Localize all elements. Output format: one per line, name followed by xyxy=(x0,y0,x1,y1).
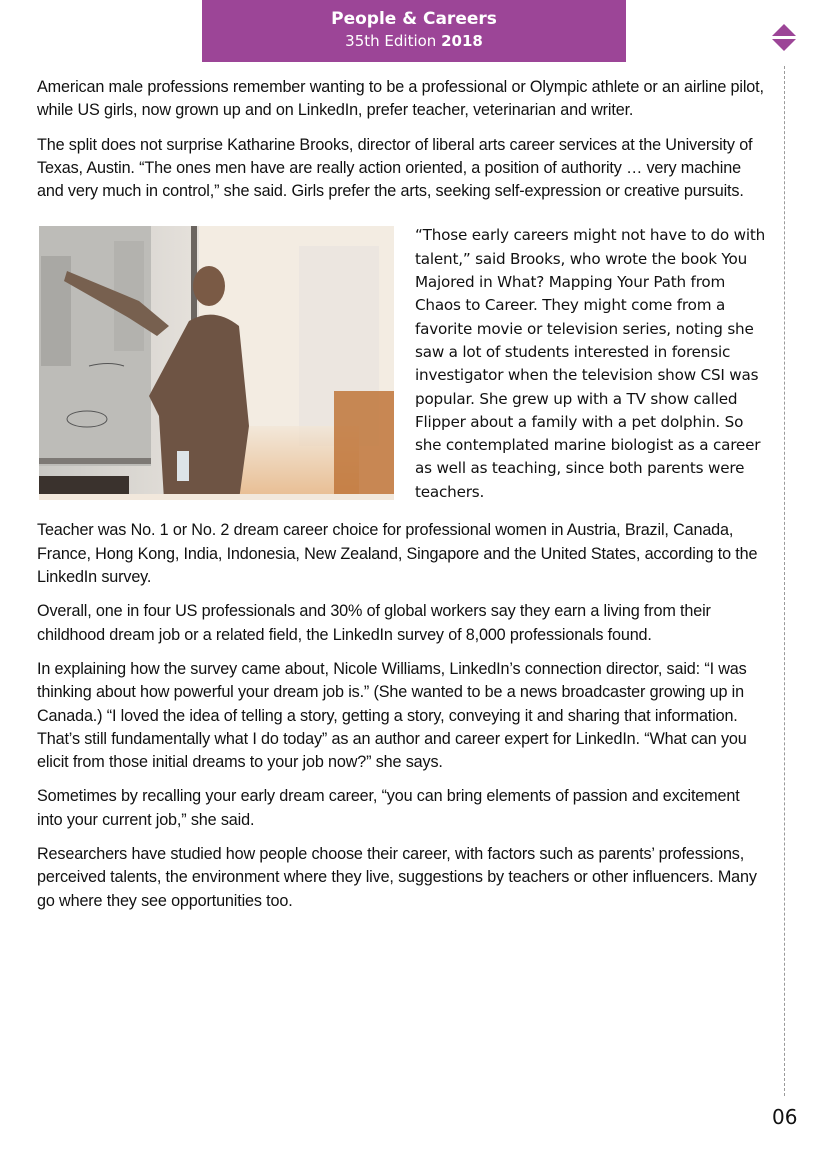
figure-block xyxy=(37,220,769,507)
paragraph: American male professions remember wanting to be a professional or Olympic athlete or an airline pilot, while US girls, now grown up and on LinkedIn, prefer teacher, veterinarian and writer. xyxy=(37,78,764,120)
down-arrow-icon[interactable] xyxy=(772,39,796,51)
paragraph: Overall, one in four US professionals and 30% of global workers say they earn a living from their childhood dream job or a related field, the LinkedIn survey of 8,000 professionals found. xyxy=(37,602,711,644)
photo-illustration xyxy=(39,226,394,500)
up-down-arrow-icon[interactable] xyxy=(771,23,797,53)
side-divider xyxy=(784,66,785,1096)
paragraph: Researchers have studied how people choose their career, with factors such as parents’ professions, perceived talents, the environment where they live, suggestions by teachers or other influencers. Many go where they see opportunities too. xyxy=(37,845,757,910)
paragraph: Teacher was No. 1 or No. 2 dream career choice for professional women in Austria, Brazil, Canada, France, Hong Kong, India, Indonesia, New Zealand, Singapore and the United States, according to the LinkedIn survey. xyxy=(37,521,758,587)
woman-presenting-at-whiteboard-photo xyxy=(39,226,394,500)
header-title: People & Careers xyxy=(331,9,497,29)
edition-label: 35th Edition xyxy=(345,32,437,50)
article-body xyxy=(37,76,769,924)
page-number: 06 xyxy=(772,1105,798,1129)
figure-side-text: “Those early careers might not have to do with talent,” said Brooks, who wrote the book You Majored in What? Mapping Your Path from Chaos to Career. They might come from a favorite movie or television series, noting she saw a lot of students interested in forensic investigator when the television show CSI was popular. She grew up with a TV show called Flipper about a family with a pet dolphin. So she contemplated marine biologist as a career as well as teaching, since both parents were teachers. xyxy=(415,226,766,501)
page-header xyxy=(202,0,626,62)
paragraph: Sometimes by recalling your early dream career, “you can bring elements of passion and excitement into your current job,” she said. xyxy=(37,787,740,829)
paragraph: The split does not surprise Katharine Brooks, director of liberal arts career services at the University of Texas, Austin. “The ones men have are really action oriented, a position of authority … very machine and very much in control,” she said. Girls prefer the arts, seeking self-expression or creative pursuits. xyxy=(37,135,753,201)
edition-year: 2018 xyxy=(441,32,483,50)
paragraph: In explaining how the survey came about, Nicole Williams, LinkedIn’s connection director, said: “I was thinking about how powerful your dream job is.” (She wanted to be a news broadcaster growing up in Canada.) “I loved the idea of telling a story, getting a story, conveying it and sharing that information. That’s still fundamentally what I do today” as an author and career expert for LinkedIn. “What can you elicit from those initial dreams to your job now?” she says. xyxy=(37,659,747,772)
header-edition xyxy=(202,30,626,52)
up-arrow-icon[interactable] xyxy=(772,24,796,36)
